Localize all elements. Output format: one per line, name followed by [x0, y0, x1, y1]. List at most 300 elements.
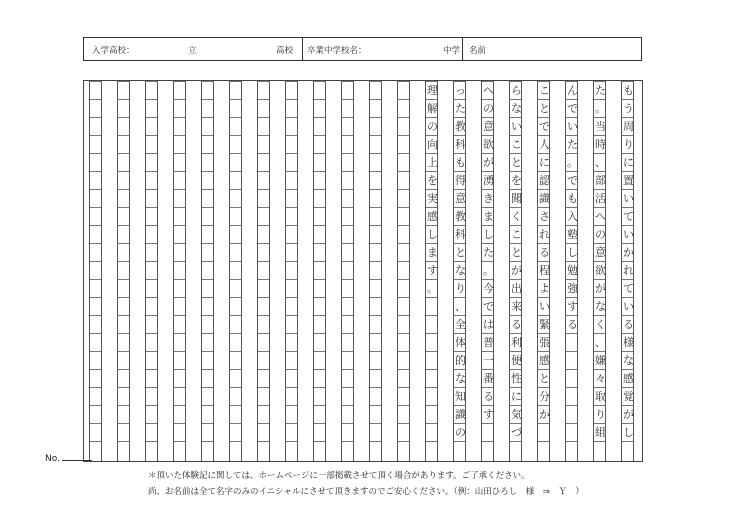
manuscript-cell — [202, 405, 213, 423]
manuscript-char: 組 — [595, 426, 606, 439]
manuscript-char: す — [567, 300, 578, 313]
manuscript-char: も — [455, 156, 466, 169]
manuscript-cell — [398, 315, 409, 333]
manuscript-cell — [202, 261, 213, 279]
manuscript-char: 緊 — [539, 318, 550, 331]
manuscript-cell — [594, 441, 605, 459]
manuscript-cell — [426, 423, 437, 441]
manuscript-char: る — [567, 318, 578, 331]
manuscript-char: 時 — [595, 138, 606, 151]
manuscript-cell — [118, 153, 129, 171]
manuscript-cell — [230, 81, 241, 99]
manuscript-cell — [230, 135, 241, 153]
manuscript-cell — [90, 405, 101, 423]
manuscript-cell — [146, 333, 157, 351]
manuscript-cell — [90, 315, 101, 333]
manuscript-column — [313, 81, 326, 461]
manuscript-char: た — [483, 246, 494, 259]
manuscript-cell — [566, 423, 577, 441]
manuscript-cell — [202, 117, 213, 135]
manuscript-cell — [454, 441, 465, 459]
manuscript-cell — [146, 297, 157, 315]
manuscript-cell — [174, 351, 185, 369]
manuscript-char: と — [511, 246, 522, 259]
manuscript-cell — [398, 369, 409, 387]
manuscript-char: ん — [567, 84, 578, 97]
manuscript-char: 一 — [483, 354, 494, 367]
manuscript-cell — [230, 207, 241, 225]
manuscript-cell — [370, 81, 381, 99]
manuscript-cell — [146, 81, 157, 99]
manuscript-char: れ — [623, 264, 634, 277]
manuscript-cell — [230, 243, 241, 261]
manuscript-cell — [118, 441, 129, 459]
manuscript-cell — [230, 117, 241, 135]
manuscript-cell — [342, 423, 353, 441]
manuscript-cell — [118, 405, 129, 423]
manuscript-cell — [314, 225, 325, 243]
manuscript-cell — [398, 441, 409, 459]
manuscript-cell — [426, 387, 437, 405]
manuscript-cell — [146, 351, 157, 369]
manuscript-cell — [202, 135, 213, 153]
manuscript-char: に — [539, 156, 550, 169]
manuscript-cell — [286, 207, 297, 225]
manuscript-cell — [342, 441, 353, 459]
manuscript-char: を — [511, 174, 522, 187]
chugaku-label: 中学 — [443, 46, 461, 56]
manuscript-cell — [342, 135, 353, 153]
manuscript-cell — [230, 423, 241, 441]
manuscript-cell — [146, 171, 157, 189]
manuscript-cell — [174, 99, 185, 117]
manuscript-char: な — [455, 372, 466, 385]
manuscript-cell — [398, 405, 409, 423]
manuscript-char: 教 — [455, 210, 466, 223]
manuscript-cell — [146, 117, 157, 135]
manuscript-cell — [90, 261, 101, 279]
manuscript-char: 部 — [595, 174, 606, 187]
manuscript-char: と — [539, 372, 550, 385]
manuscript-cell — [174, 297, 185, 315]
manuscript-cell — [398, 423, 409, 441]
manuscript-cell — [202, 369, 213, 387]
manuscript-cell — [258, 261, 269, 279]
manuscript-cell — [398, 207, 409, 225]
manuscript-cell — [118, 315, 129, 333]
manuscript-char: 上 — [427, 156, 438, 169]
manuscript-cell — [118, 279, 129, 297]
manuscript-char: い — [623, 300, 634, 313]
manuscript-char: る — [511, 318, 522, 331]
manuscript-char: 周 — [623, 120, 634, 133]
manuscript-cell — [202, 207, 213, 225]
manuscript-cell — [426, 333, 437, 351]
manuscript-cell — [566, 441, 577, 459]
manuscript-char: と — [539, 102, 550, 115]
manuscript-char: し — [483, 228, 494, 241]
manuscript-char: 程 — [539, 264, 550, 277]
manuscript-cell — [202, 333, 213, 351]
manuscript-char: 便 — [511, 354, 522, 367]
manuscript-char: の — [595, 228, 606, 241]
manuscript-char: い — [567, 120, 578, 133]
manuscript-cell — [118, 297, 129, 315]
footer-note-2: 尚、お名前は全て名字のみのイニシャルにさせて頂きますのでご安心ください。（例：山田ひろし 様 ⇒ Ｙ ） — [148, 487, 584, 497]
manuscript-char: 解 — [427, 102, 438, 115]
manuscript-cell — [90, 225, 101, 243]
manuscript-cell — [510, 441, 521, 459]
manuscript-cell — [202, 387, 213, 405]
manuscript-cell — [202, 99, 213, 117]
manuscript-char: く — [511, 210, 522, 223]
manuscript-char: 、 — [455, 300, 466, 313]
admission-school-label: 入学高校： — [92, 46, 135, 56]
manuscript-cell — [398, 297, 409, 315]
manuscript-cell — [202, 279, 213, 297]
manuscript-cell — [286, 351, 297, 369]
manuscript-cell — [118, 423, 129, 441]
manuscript-char: 。 — [595, 102, 606, 115]
manuscript-cell — [258, 369, 269, 387]
manuscript-cell — [398, 261, 409, 279]
manuscript-cell — [90, 153, 101, 171]
manuscript-char: 利 — [511, 336, 522, 349]
manuscript-char: 意 — [483, 120, 494, 133]
manuscript-cell — [230, 315, 241, 333]
manuscript-cell — [314, 279, 325, 297]
manuscript-cell — [258, 189, 269, 207]
manuscript-cell — [482, 423, 493, 441]
manuscript-char: い — [511, 120, 522, 133]
manuscript-cell — [174, 387, 185, 405]
manuscript-cell — [314, 315, 325, 333]
manuscript-char: き — [483, 192, 494, 205]
manuscript-cell — [258, 153, 269, 171]
manuscript-column — [285, 81, 298, 461]
manuscript-char: 様 — [623, 336, 634, 349]
manuscript-cell — [174, 135, 185, 153]
manuscript-char: 教 — [455, 120, 466, 133]
manuscript-char: 塾 — [567, 228, 578, 241]
manuscript-char: い — [623, 228, 634, 241]
manuscript-cell — [370, 441, 381, 459]
manuscript-cell — [118, 117, 129, 135]
manuscript-char: 分 — [539, 390, 550, 403]
manuscript-column — [537, 81, 550, 461]
manuscript-cell — [286, 369, 297, 387]
manuscript-cell — [398, 171, 409, 189]
manuscript-char: 湧 — [483, 174, 494, 187]
manuscript-cell — [90, 135, 101, 153]
manuscript-cell — [202, 225, 213, 243]
manuscript-cell — [202, 189, 213, 207]
manuscript-cell — [118, 207, 129, 225]
manuscript-cell — [202, 441, 213, 459]
manuscript-char: 感 — [539, 354, 550, 367]
manuscript-char: 識 — [539, 192, 550, 205]
manuscript-cell — [118, 261, 129, 279]
manuscript-cell — [230, 189, 241, 207]
manuscript-cell — [566, 351, 577, 369]
manuscript-column — [425, 81, 438, 461]
manuscript-char: か — [539, 408, 550, 421]
manuscript-cell — [398, 99, 409, 117]
manuscript-cell — [370, 153, 381, 171]
manuscript-char: し — [567, 246, 578, 259]
manuscript-char: に — [511, 390, 522, 403]
manuscript-char: な — [455, 264, 466, 277]
manuscript-cell — [342, 117, 353, 135]
manuscript-cell — [174, 207, 185, 225]
manuscript-char: た — [567, 138, 578, 151]
manuscript-char: が — [595, 282, 606, 295]
manuscript-cell — [230, 369, 241, 387]
manuscript-cell — [174, 189, 185, 207]
manuscript-char: な — [623, 354, 634, 367]
manuscript-cell — [342, 333, 353, 351]
manuscript-char: も — [567, 192, 578, 205]
manuscript-cell — [202, 315, 213, 333]
manuscript-cell — [370, 279, 381, 297]
manuscript-char: こ — [511, 228, 522, 241]
manuscript-char: て — [623, 210, 634, 223]
manuscript-char: 聞 — [511, 192, 522, 205]
manuscript-cell — [146, 387, 157, 405]
manuscript-char: と — [511, 156, 522, 169]
manuscript-cell — [286, 279, 297, 297]
manuscript-cell — [342, 261, 353, 279]
manuscript-cell — [90, 207, 101, 225]
manuscript-cell — [146, 279, 157, 297]
manuscript-cell — [118, 333, 129, 351]
manuscript-char: ま — [483, 210, 494, 223]
name-label: 名前 — [469, 46, 487, 56]
manuscript-char: で — [567, 102, 578, 115]
manuscript-char: 番 — [483, 372, 494, 385]
manuscript-cell — [202, 243, 213, 261]
manuscript-cell — [146, 243, 157, 261]
manuscript-cell — [286, 81, 297, 99]
manuscript-char: へ — [595, 210, 606, 223]
manuscript-char: こ — [511, 138, 522, 151]
manuscript-column — [173, 81, 186, 461]
manuscript-cell — [342, 189, 353, 207]
manuscript-cell — [370, 297, 381, 315]
manuscript-cell — [426, 315, 437, 333]
manuscript-cell — [286, 171, 297, 189]
manuscript-cell — [230, 333, 241, 351]
manuscript-char: 感 — [427, 210, 438, 223]
manuscript-char: も — [623, 84, 634, 97]
manuscript-cell — [314, 135, 325, 153]
manuscript-char: す — [483, 408, 494, 421]
manuscript-cell — [370, 351, 381, 369]
manuscript-cell — [90, 243, 101, 261]
manuscript-char: へ — [483, 84, 494, 97]
manuscript-cell — [90, 387, 101, 405]
manuscript-cell — [258, 351, 269, 369]
manuscript-char: 感 — [623, 372, 634, 385]
manuscript-cell — [118, 135, 129, 153]
manuscript-cell — [118, 81, 129, 99]
manuscript-char: ら — [511, 84, 522, 97]
manuscript-char: た — [455, 102, 466, 115]
manuscript-cell — [286, 99, 297, 117]
manuscript-char: 認 — [539, 174, 550, 187]
manuscript-cell — [426, 405, 437, 423]
manuscript-cell — [370, 171, 381, 189]
number-label: No. — [45, 454, 60, 464]
manuscript-grid — [83, 80, 643, 462]
manuscript-char: こ — [539, 84, 550, 97]
manuscript-column — [89, 81, 102, 461]
manuscript-char: い — [623, 192, 634, 205]
manuscript-char: 勉 — [567, 264, 578, 277]
manuscript-char: よ — [539, 282, 550, 295]
manuscript-cell — [146, 423, 157, 441]
middle-school-cell — [303, 38, 463, 60]
manuscript-char: 向 — [427, 138, 438, 151]
manuscript-cell — [258, 387, 269, 405]
manuscript-cell — [230, 387, 241, 405]
manuscript-char: は — [483, 318, 494, 331]
manuscript-cell — [146, 207, 157, 225]
manuscript-char: が — [483, 156, 494, 169]
manuscript-char: 張 — [539, 336, 550, 349]
manuscript-cell — [90, 81, 101, 99]
manuscript-cell — [566, 405, 577, 423]
manuscript-cell — [426, 351, 437, 369]
manuscript-cell — [258, 423, 269, 441]
manuscript-char: 強 — [567, 282, 578, 295]
manuscript-cell — [314, 405, 325, 423]
manuscript-cell — [398, 387, 409, 405]
manuscript-cell — [286, 387, 297, 405]
manuscript-char: 欲 — [483, 138, 494, 151]
manuscript-cell — [342, 99, 353, 117]
manuscript-cell — [202, 297, 213, 315]
manuscript-cell — [258, 99, 269, 117]
manuscript-cell — [258, 81, 269, 99]
manuscript-cell — [342, 387, 353, 405]
manuscript-cell — [370, 333, 381, 351]
manuscript-cell — [370, 135, 381, 153]
manuscript-char: ま — [427, 246, 438, 259]
manuscript-cell — [230, 99, 241, 117]
manuscript-char: 当 — [595, 120, 606, 133]
manuscript-char: 今 — [483, 282, 494, 295]
manuscript-char: 性 — [511, 372, 522, 385]
manuscript-column — [117, 81, 130, 461]
manuscript-char: っ — [455, 84, 466, 97]
manuscript-cell — [342, 243, 353, 261]
manuscript-cell — [286, 135, 297, 153]
manuscript-char: 、 — [595, 156, 606, 169]
manuscript-cell — [370, 423, 381, 441]
manuscript-cell — [174, 171, 185, 189]
manuscript-char: 体 — [455, 336, 466, 349]
manuscript-cell — [230, 225, 241, 243]
manuscript-cell — [398, 351, 409, 369]
manuscript-char: 。 — [567, 156, 578, 169]
manuscript-cell — [118, 225, 129, 243]
manuscript-cell — [286, 189, 297, 207]
manuscript-cell — [258, 279, 269, 297]
manuscript-cell — [286, 153, 297, 171]
manuscript-cell — [118, 189, 129, 207]
manuscript-char: で — [483, 300, 494, 313]
manuscript-char: る — [483, 390, 494, 403]
manuscript-cell — [286, 261, 297, 279]
manuscript-cell — [286, 243, 297, 261]
manuscript-char: し — [623, 426, 634, 439]
manuscript-cell — [146, 135, 157, 153]
manuscript-char: 識 — [455, 408, 466, 421]
manuscript-cell — [566, 369, 577, 387]
manuscript-cell — [146, 369, 157, 387]
manuscript-column — [229, 81, 242, 461]
manuscript-cell — [258, 333, 269, 351]
manuscript-cell — [174, 153, 185, 171]
manuscript-cell — [398, 243, 409, 261]
manuscript-cell — [622, 441, 633, 459]
manuscript-column — [397, 81, 410, 461]
manuscript-cell — [174, 369, 185, 387]
manuscript-cell — [258, 441, 269, 459]
manuscript-cell — [174, 315, 185, 333]
manuscript-cell — [146, 99, 157, 117]
number-field — [45, 452, 92, 464]
manuscript-cell — [314, 387, 325, 405]
manuscript-cell — [90, 99, 101, 117]
manuscript-char: 科 — [455, 138, 466, 151]
manuscript-cell — [90, 279, 101, 297]
manuscript-cell — [146, 153, 157, 171]
manuscript-cell — [258, 117, 269, 135]
manuscript-char: の — [483, 102, 494, 115]
manuscript-cell — [174, 405, 185, 423]
manuscript-cell — [370, 189, 381, 207]
manuscript-char: 欲 — [595, 264, 606, 277]
manuscript-char: 嫌 — [595, 354, 606, 367]
manuscript-cell — [174, 225, 185, 243]
manuscript-cell — [482, 441, 493, 459]
manuscript-cell — [398, 333, 409, 351]
manuscript-cell — [286, 405, 297, 423]
manuscript-column — [621, 81, 634, 461]
manuscript-cell — [314, 423, 325, 441]
manuscript-column — [145, 81, 158, 461]
manuscript-cell — [566, 387, 577, 405]
manuscript-cell — [426, 369, 437, 387]
manuscript-cell — [174, 243, 185, 261]
manuscript-cell — [314, 243, 325, 261]
manuscript-char: 科 — [455, 228, 466, 241]
manuscript-cell — [230, 351, 241, 369]
manuscript-cell — [314, 261, 325, 279]
manuscript-cell — [286, 333, 297, 351]
manuscript-cell — [90, 117, 101, 135]
manuscript-cell — [90, 369, 101, 387]
manuscript-column — [201, 81, 214, 461]
manuscript-cell — [230, 171, 241, 189]
manuscript-char: く — [595, 318, 606, 331]
manuscript-cell — [174, 333, 185, 351]
manuscript-cell — [398, 279, 409, 297]
manuscript-column — [565, 81, 578, 461]
manuscript-cell — [258, 135, 269, 153]
